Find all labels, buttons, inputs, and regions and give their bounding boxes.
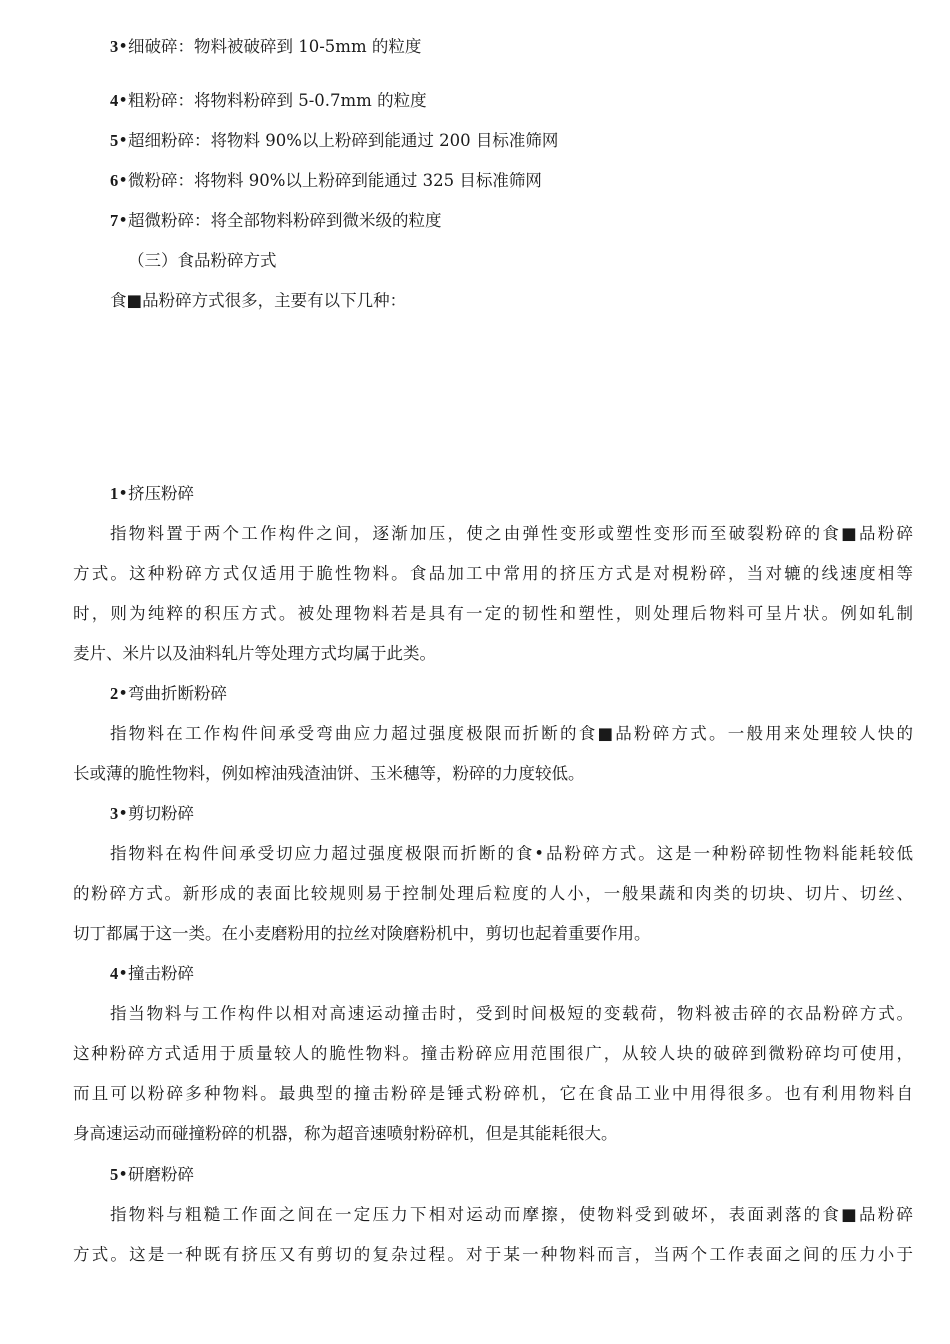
paragraph-line: 麦片、米片以及油料轧片等处理方式均属于此类。 <box>73 644 436 663</box>
item-text: •粗粉碎：将物料粉碎到 5-0.7mm 的粒度 <box>118 91 427 110</box>
method-title: •挤压粉碎 <box>118 484 194 503</box>
item-text: •微粉碎：将物料 90%以上粉碎到能通过 325 目标准筛网 <box>118 171 542 190</box>
method-heading-5 <box>110 1155 913 1195</box>
item-text: •超细粉碎：将物料 90%以上粉碎到能通过 200 目标准筛网 <box>118 131 559 150</box>
method-title: •剪切粉碎 <box>118 804 194 823</box>
paragraph-line: 时，则为纯粹的积压方式。被处理物料若是具有一定的韧性和塑性，则处理后物料可呈片状。例如轧制 <box>73 604 913 623</box>
paragraph-line: 长或薄的脆性物料，例如榨油残渣油饼、玉米穗等，粉碎的力度较低。 <box>73 764 585 783</box>
paragraph-line: 指物料在工作构件间承受弯曲应力超过强度极限而折断的食■品粉碎方式。一般用来处理较人快的 <box>110 724 913 743</box>
paragraph-line: 身高速运动而碰撞粉碎的机器，称为超音速喷射粉碎机，但是其能耗很大。 <box>73 1124 618 1143</box>
method-heading-1 <box>110 474 913 514</box>
paragraph-line: 指物料与粗糙工作面之间在一定压力下相对运动而摩擦，使物料受到破坏，表面剥落的食■品粉碎 <box>110 1205 913 1224</box>
method-title: •撞击粉碎 <box>118 964 194 983</box>
scale-item-7 <box>110 201 913 241</box>
paragraph-line: 切丁都属于这一类。在小麦磨粉用的拉丝对険磨粉机中，剪切也起着重要作用。 <box>73 924 651 943</box>
method-number: 4 <box>110 964 119 983</box>
section-intro: 食■品粉碎方式很多，主要有以下几种： <box>110 291 407 310</box>
method-number: 5 <box>110 1165 119 1184</box>
item-text: •细破碎：物料被破碎到 10-5mm 的粒度 <box>118 37 422 56</box>
paragraph-line: 指物料在构件间承受切应力超过强度极限而折断的食•品粉碎方式。这是一种粉碎韧性物料能耗较低 <box>110 844 913 863</box>
method-heading-4 <box>110 954 913 994</box>
paragraph-line: 方式。这是一种既有挤压又有剪切的复杂过程。对于某一种物料而言，当两个工作表面之间的压力小于 <box>73 1245 913 1264</box>
item-number: 5 <box>110 131 119 150</box>
method-heading-2 <box>110 674 913 714</box>
scale-item-5 <box>110 121 913 161</box>
paragraph-line: 而且可以粉碎多种物料。最典型的撞击粉碎是锤式粉碎机，它在食品工业中用得很多。也有利用物料自 <box>73 1084 913 1103</box>
scale-item-4 <box>110 81 913 121</box>
method-title: •研磨粉碎 <box>118 1165 194 1184</box>
method-heading-3 <box>110 794 913 834</box>
method-number: 1 <box>110 484 119 503</box>
item-text: •超微粉碎：将全部物料粉碎到微米级的粒度 <box>118 211 442 230</box>
item-number: 7 <box>110 211 119 230</box>
item-number: 3 <box>110 37 119 56</box>
paragraph-line: 的粉碎方式。新形成的表面比较规则易于控制处理后粒度的人小，一般果蔬和肉类的切块、切片、切丝、 <box>73 884 913 903</box>
item-number: 4 <box>110 91 119 110</box>
method-number: 2 <box>110 684 119 703</box>
item-number: 6 <box>110 171 119 190</box>
scale-item-6 <box>110 161 913 201</box>
scale-item-3 <box>110 27 913 67</box>
section-heading: （三）食品粉碎方式 <box>128 251 277 270</box>
paragraph-line: 这种粉碎方式适用于质量较人的脆性物料。撞击粉碎应用范围很广，从较人块的破碎到微粉碎均可使用， <box>73 1044 913 1063</box>
paragraph-line: 指当物料与工作构件以相对高速运动撞击时，受到时间极短的变载荷，物料被击碎的衣品粉碎方式。 <box>110 1004 913 1023</box>
method-number: 3 <box>110 804 119 823</box>
paragraph-line: 指物料置于两个工作构件之间，逐渐加压，使之由弹性变形或塑性变形而至破裂粉碎的食■品粉碎 <box>110 524 913 543</box>
paragraph-line: 方式。这种粉碎方式仅适用于脆性物料。食品加工中常用的挤压方式是对梘粉碎，当对辘的线速度相等 <box>73 564 913 583</box>
method-title: •弯曲折断粉碎 <box>118 684 227 703</box>
